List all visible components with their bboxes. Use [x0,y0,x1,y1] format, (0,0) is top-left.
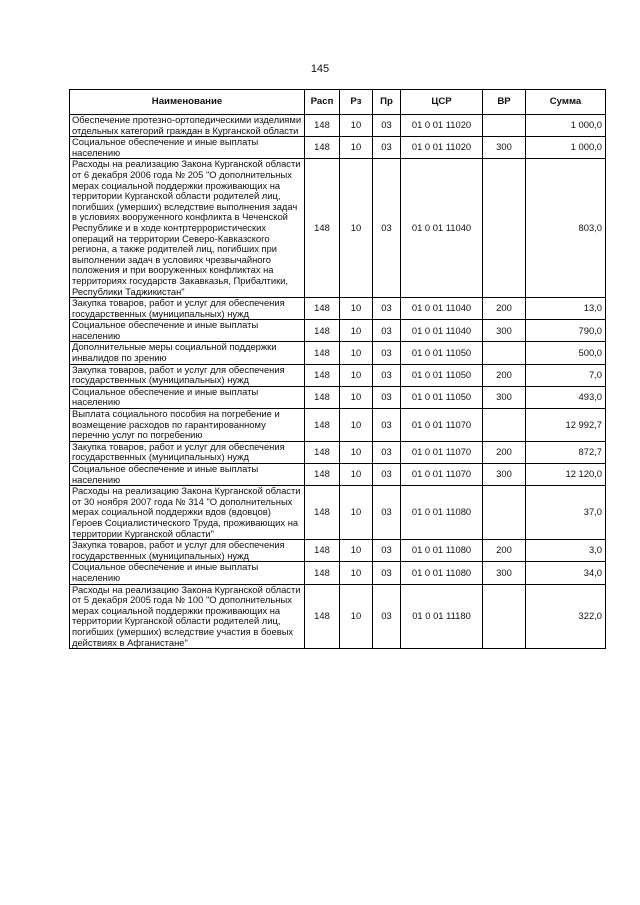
cell-pr: 03 [373,562,401,584]
header-name: Наименование [70,90,305,115]
cell-name: Выплата социального пособия на погребение и возмещение расходов по гарантированному перечню услуг по погребению [70,409,305,442]
cell-rz: 10 [340,137,373,159]
cell-name: Расходы на реализацию Закона Курганской области от 5 декабря 2005 года № 100 "О дополнительных мерах социальной поддержки проживающих на территории Курганской области родителей лиц, погибших (умерших) вследствие участия в боевых действиях в Афганистане" [70,584,305,649]
page-number: 145 [310,63,330,75]
table-row [70,386,606,408]
cell-name: Закупка товаров, работ и услуг для обеспечения государственных (муниципальных) нужд [70,364,305,386]
cell-name: Закупка товаров, работ и услуг для обеспечения государственных (муниципальных) нужд [70,298,305,320]
cell-rz: 10 [340,364,373,386]
cell-csr: 01 0 01 11040 [401,159,483,298]
cell-pr: 03 [373,159,401,298]
header-pr: Пр [373,90,401,115]
cell-sum: 3,0 [526,540,606,562]
cell-csr: 01 0 01 11080 [401,486,483,540]
cell-rasp: 148 [305,159,340,298]
cell-csr: 01 0 01 11080 [401,562,483,584]
cell-pr: 03 [373,540,401,562]
cell-vr: 200 [483,441,526,463]
cell-vr: 300 [483,562,526,584]
budget-table [69,89,606,649]
table-row [70,441,606,463]
cell-sum: 12 120,0 [526,464,606,486]
cell-vr: 300 [483,386,526,408]
cell-name: Расходы на реализацию Закона Курганской области от 30 ноября 2007 года № 314 "О дополнительных мерах социальной поддержки вдов (вдовцов) Героев Социалистического Труда, проживающих на территории Курганской области" [70,486,305,540]
cell-pr: 03 [373,464,401,486]
table-row [70,342,606,364]
cell-csr: 01 0 01 11070 [401,441,483,463]
header-rasp: Расп [305,90,340,115]
cell-sum: 1 000,0 [526,115,606,137]
cell-csr: 01 0 01 11020 [401,115,483,137]
cell-sum: 790,0 [526,320,606,342]
table-row [70,298,606,320]
cell-name: Социальное обеспечение и иные выплаты населению [70,464,305,486]
cell-pr: 03 [373,137,401,159]
cell-rz: 10 [340,441,373,463]
cell-name: Социальное обеспечение и иные выплаты населению [70,386,305,408]
cell-rasp: 148 [305,298,340,320]
cell-vr [483,486,526,540]
cell-vr [483,409,526,442]
cell-rz: 10 [340,159,373,298]
cell-csr: 01 0 01 11050 [401,364,483,386]
table-row [70,540,606,562]
header-rz: Рз [340,90,373,115]
cell-sum: 37,0 [526,486,606,540]
cell-vr [483,115,526,137]
cell-vr: 200 [483,298,526,320]
cell-rz: 10 [340,584,373,649]
cell-rz: 10 [340,320,373,342]
cell-pr: 03 [373,115,401,137]
cell-pr: 03 [373,584,401,649]
cell-vr [483,584,526,649]
cell-sum: 322,0 [526,584,606,649]
cell-csr: 01 0 01 11070 [401,409,483,442]
cell-sum: 13,0 [526,298,606,320]
cell-vr: 200 [483,364,526,386]
table-row [70,486,606,540]
cell-sum: 34,0 [526,562,606,584]
cell-rasp: 148 [305,409,340,442]
cell-name: Расходы на реализацию Закона Курганской области от 6 декабря 2006 года № 205 "О дополнительных мерах социальной поддержки проживающих на территории Курганской области родителей лиц, погибших (умерших) вследствие выполнения задач в условиях вооруженного конфликта в Чеченской Республике и в ходе контртеррористических операций на территории Северо-Кавказского региона, а также родителей лиц, погибших при выполнении задач в условиях чрезвычайного положения и при вооруженных конфликтах на территориях государств Закавказья, Прибалтики, Республики Таджикистан" [70,159,305,298]
cell-sum: 12 992,7 [526,409,606,442]
cell-name: Обеспечение протезно-ортопедическими изделиями отдельных категорий граждан в Курганской области [70,115,305,137]
table-row [70,137,606,159]
cell-name: Закупка товаров, работ и услуг для обеспечения государственных (муниципальных) нужд [70,540,305,562]
table-row [70,115,606,137]
cell-pr: 03 [373,409,401,442]
table-row [70,159,606,298]
cell-name: Социальное обеспечение и иные выплаты населению [70,137,305,159]
table-row [70,464,606,486]
cell-rasp: 148 [305,386,340,408]
cell-name: Дополнительные меры социальной поддержки инвалидов по зрению [70,342,305,364]
cell-rasp: 148 [305,115,340,137]
cell-name: Закупка товаров, работ и услуг для обеспечения государственных (муниципальных) нужд [70,441,305,463]
cell-rz: 10 [340,115,373,137]
table-row [70,584,606,649]
cell-csr: 01 0 01 11080 [401,540,483,562]
cell-sum: 872,7 [526,441,606,463]
cell-pr: 03 [373,320,401,342]
cell-csr: 01 0 01 11050 [401,342,483,364]
cell-csr: 01 0 01 11070 [401,464,483,486]
cell-pr: 03 [373,364,401,386]
cell-csr: 01 0 01 11040 [401,298,483,320]
cell-rasp: 148 [305,441,340,463]
cell-sum: 803,0 [526,159,606,298]
cell-rz: 10 [340,562,373,584]
cell-rasp: 148 [305,486,340,540]
cell-vr: 300 [483,464,526,486]
cell-vr [483,159,526,298]
cell-name: Социальное обеспечение и иные выплаты населению [70,320,305,342]
cell-rz: 10 [340,486,373,540]
cell-rasp: 148 [305,364,340,386]
table-row [70,562,606,584]
cell-sum: 7,0 [526,364,606,386]
cell-sum: 1 000,0 [526,137,606,159]
cell-rz: 10 [340,464,373,486]
cell-sum: 500,0 [526,342,606,364]
table-row [70,409,606,442]
table-header-row [70,90,606,115]
cell-rz: 10 [340,540,373,562]
cell-pr: 03 [373,298,401,320]
cell-csr: 01 0 01 11180 [401,584,483,649]
cell-vr [483,342,526,364]
cell-rz: 10 [340,342,373,364]
header-vr: ВР [483,90,526,115]
cell-pr: 03 [373,441,401,463]
cell-rasp: 148 [305,584,340,649]
cell-vr: 200 [483,540,526,562]
cell-rasp: 148 [305,540,340,562]
cell-rasp: 148 [305,464,340,486]
header-sum: Сумма [526,90,606,115]
cell-rz: 10 [340,386,373,408]
cell-csr: 01 0 01 11040 [401,320,483,342]
header-csr: ЦСР [401,90,483,115]
cell-rz: 10 [340,298,373,320]
cell-rasp: 148 [305,342,340,364]
cell-rasp: 148 [305,320,340,342]
table-row [70,364,606,386]
cell-rasp: 148 [305,137,340,159]
cell-pr: 03 [373,342,401,364]
cell-pr: 03 [373,486,401,540]
cell-sum: 493,0 [526,386,606,408]
cell-vr: 300 [483,320,526,342]
cell-pr: 03 [373,386,401,408]
cell-csr: 01 0 01 11050 [401,386,483,408]
cell-rasp: 148 [305,562,340,584]
cell-csr: 01 0 01 11020 [401,137,483,159]
cell-vr: 300 [483,137,526,159]
cell-name: Социальное обеспечение и иные выплаты населению [70,562,305,584]
table-row [70,320,606,342]
cell-rz: 10 [340,409,373,442]
